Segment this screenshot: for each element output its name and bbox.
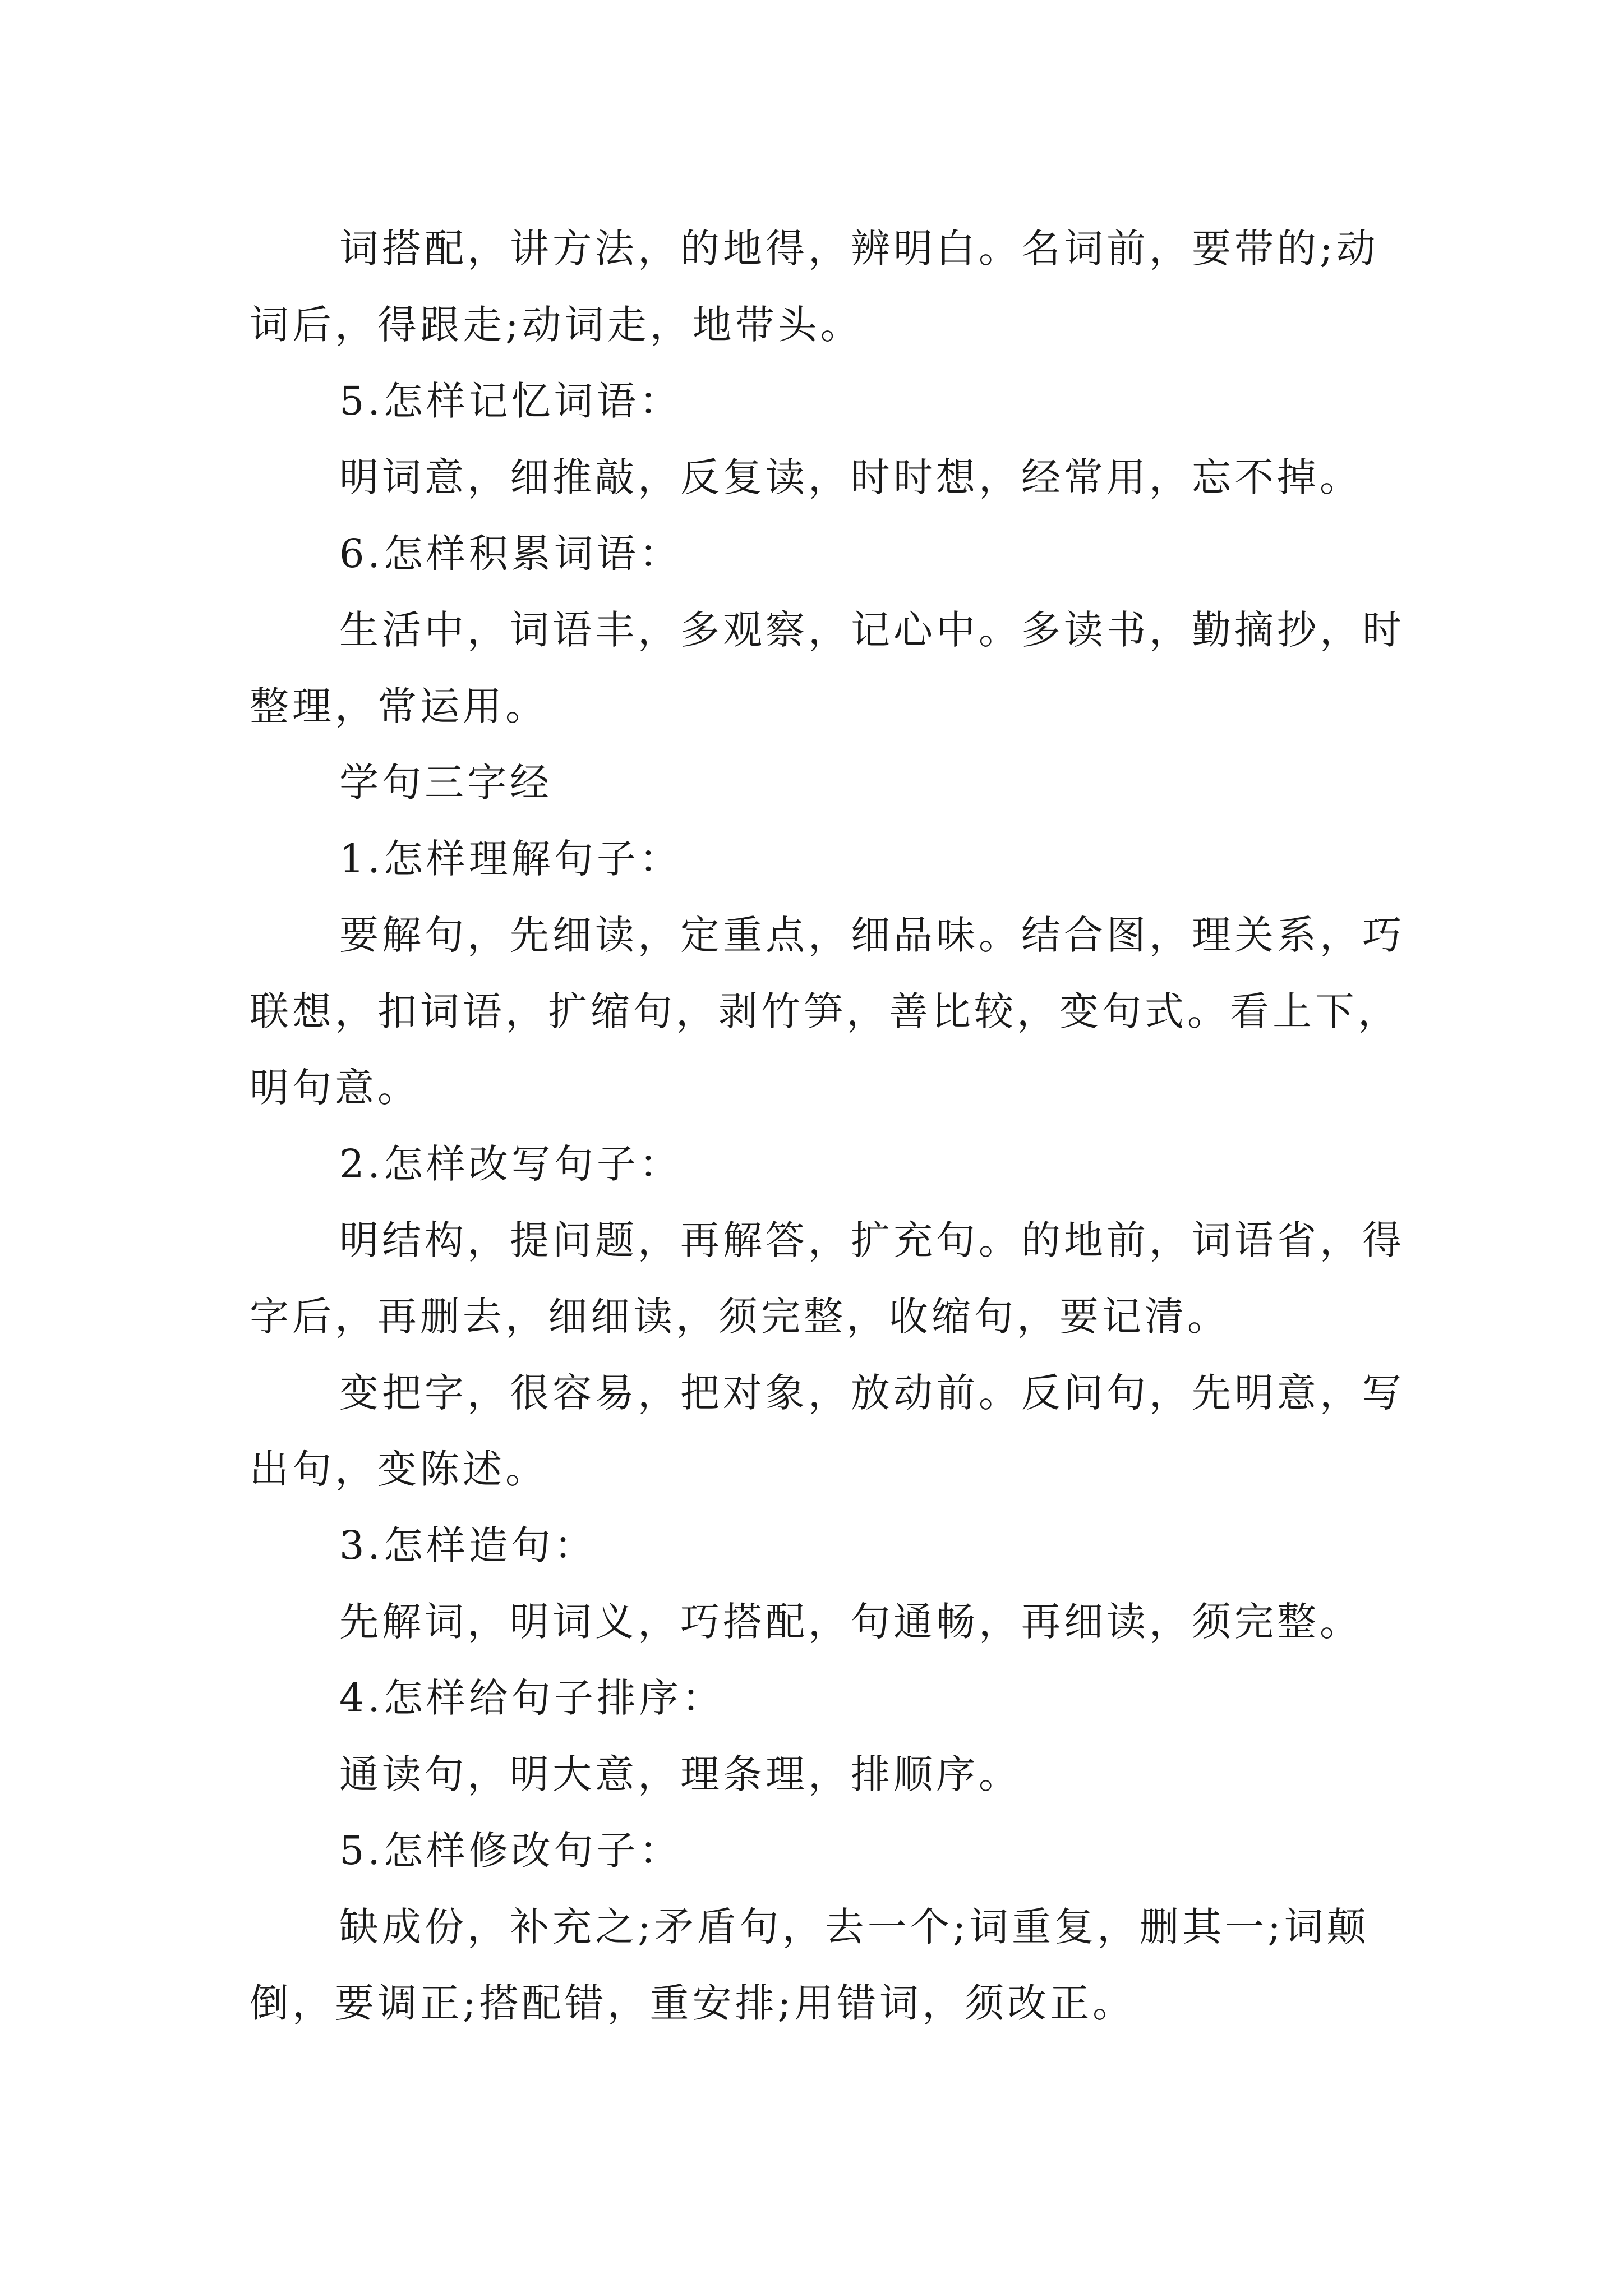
section-title-sentences: 学句三字经 — [339, 760, 552, 806]
heading-rewrite-sentences: 2.怎样改写句子： — [339, 1141, 682, 1187]
paragraph-make-sentences: 先解词，明词义，巧搭配，句通畅，再细读，须完整。 — [339, 1599, 1362, 1645]
heading-understand-sentences: 1.怎样理解句子： — [339, 836, 682, 882]
paragraph-understand-sentences: 要解句，先细读，定重点，细品味。结合图，理关系，巧联想，扣词语，扩缩句，剥竹笋，善比较，变句式。看上下，明句意。 — [250, 912, 1405, 1111]
paragraph-accumulate-words: 生活中，词语丰，多观察，记心中。多读书，勤摘抄，时整理，常运用。 — [250, 607, 1405, 729]
heading-revise-sentences: 5.怎样修改句子： — [339, 1828, 682, 1874]
paragraph-rewrite-sentences: 明结构，提问题，再解答，扩充句。的地前，词语省，得字后，再删去，细细读，须完整，收缩句，要记清。 — [250, 1217, 1405, 1340]
paragraph-memorize-words: 明词意，细推敲，反复读，时时想，经常用，忘不掉。 — [339, 454, 1362, 500]
document-page — [250, 210, 1416, 2041]
heading-accumulate-words: 6.怎样积累词语： — [339, 531, 682, 577]
paragraph-revise-sentences: 缺成份，补充之;矛盾句，去一个;词重复，删其一;词颠倒，要调正;搭配错，重安排;用错词，须改正。 — [250, 1904, 1370, 2026]
paragraph-order-sentences: 通读句，明大意，理条理，排顺序。 — [339, 1751, 1021, 1797]
heading-memorize-words: 5.怎样记忆词语： — [339, 378, 682, 424]
paragraph-word-matching: 词搭配，讲方法，的地得，辨明白。名词前，要带的;动词后，得跟走;动词走，地带头。 — [250, 226, 1379, 348]
heading-order-sentences: 4.怎样给句子排序： — [339, 1675, 725, 1721]
heading-make-sentences: 3.怎样造句： — [339, 1522, 597, 1568]
paragraph-ba-sentences: 变把字，很容易，把对象，放动前。反问句，先明意，写出句，变陈述。 — [250, 1370, 1405, 1492]
